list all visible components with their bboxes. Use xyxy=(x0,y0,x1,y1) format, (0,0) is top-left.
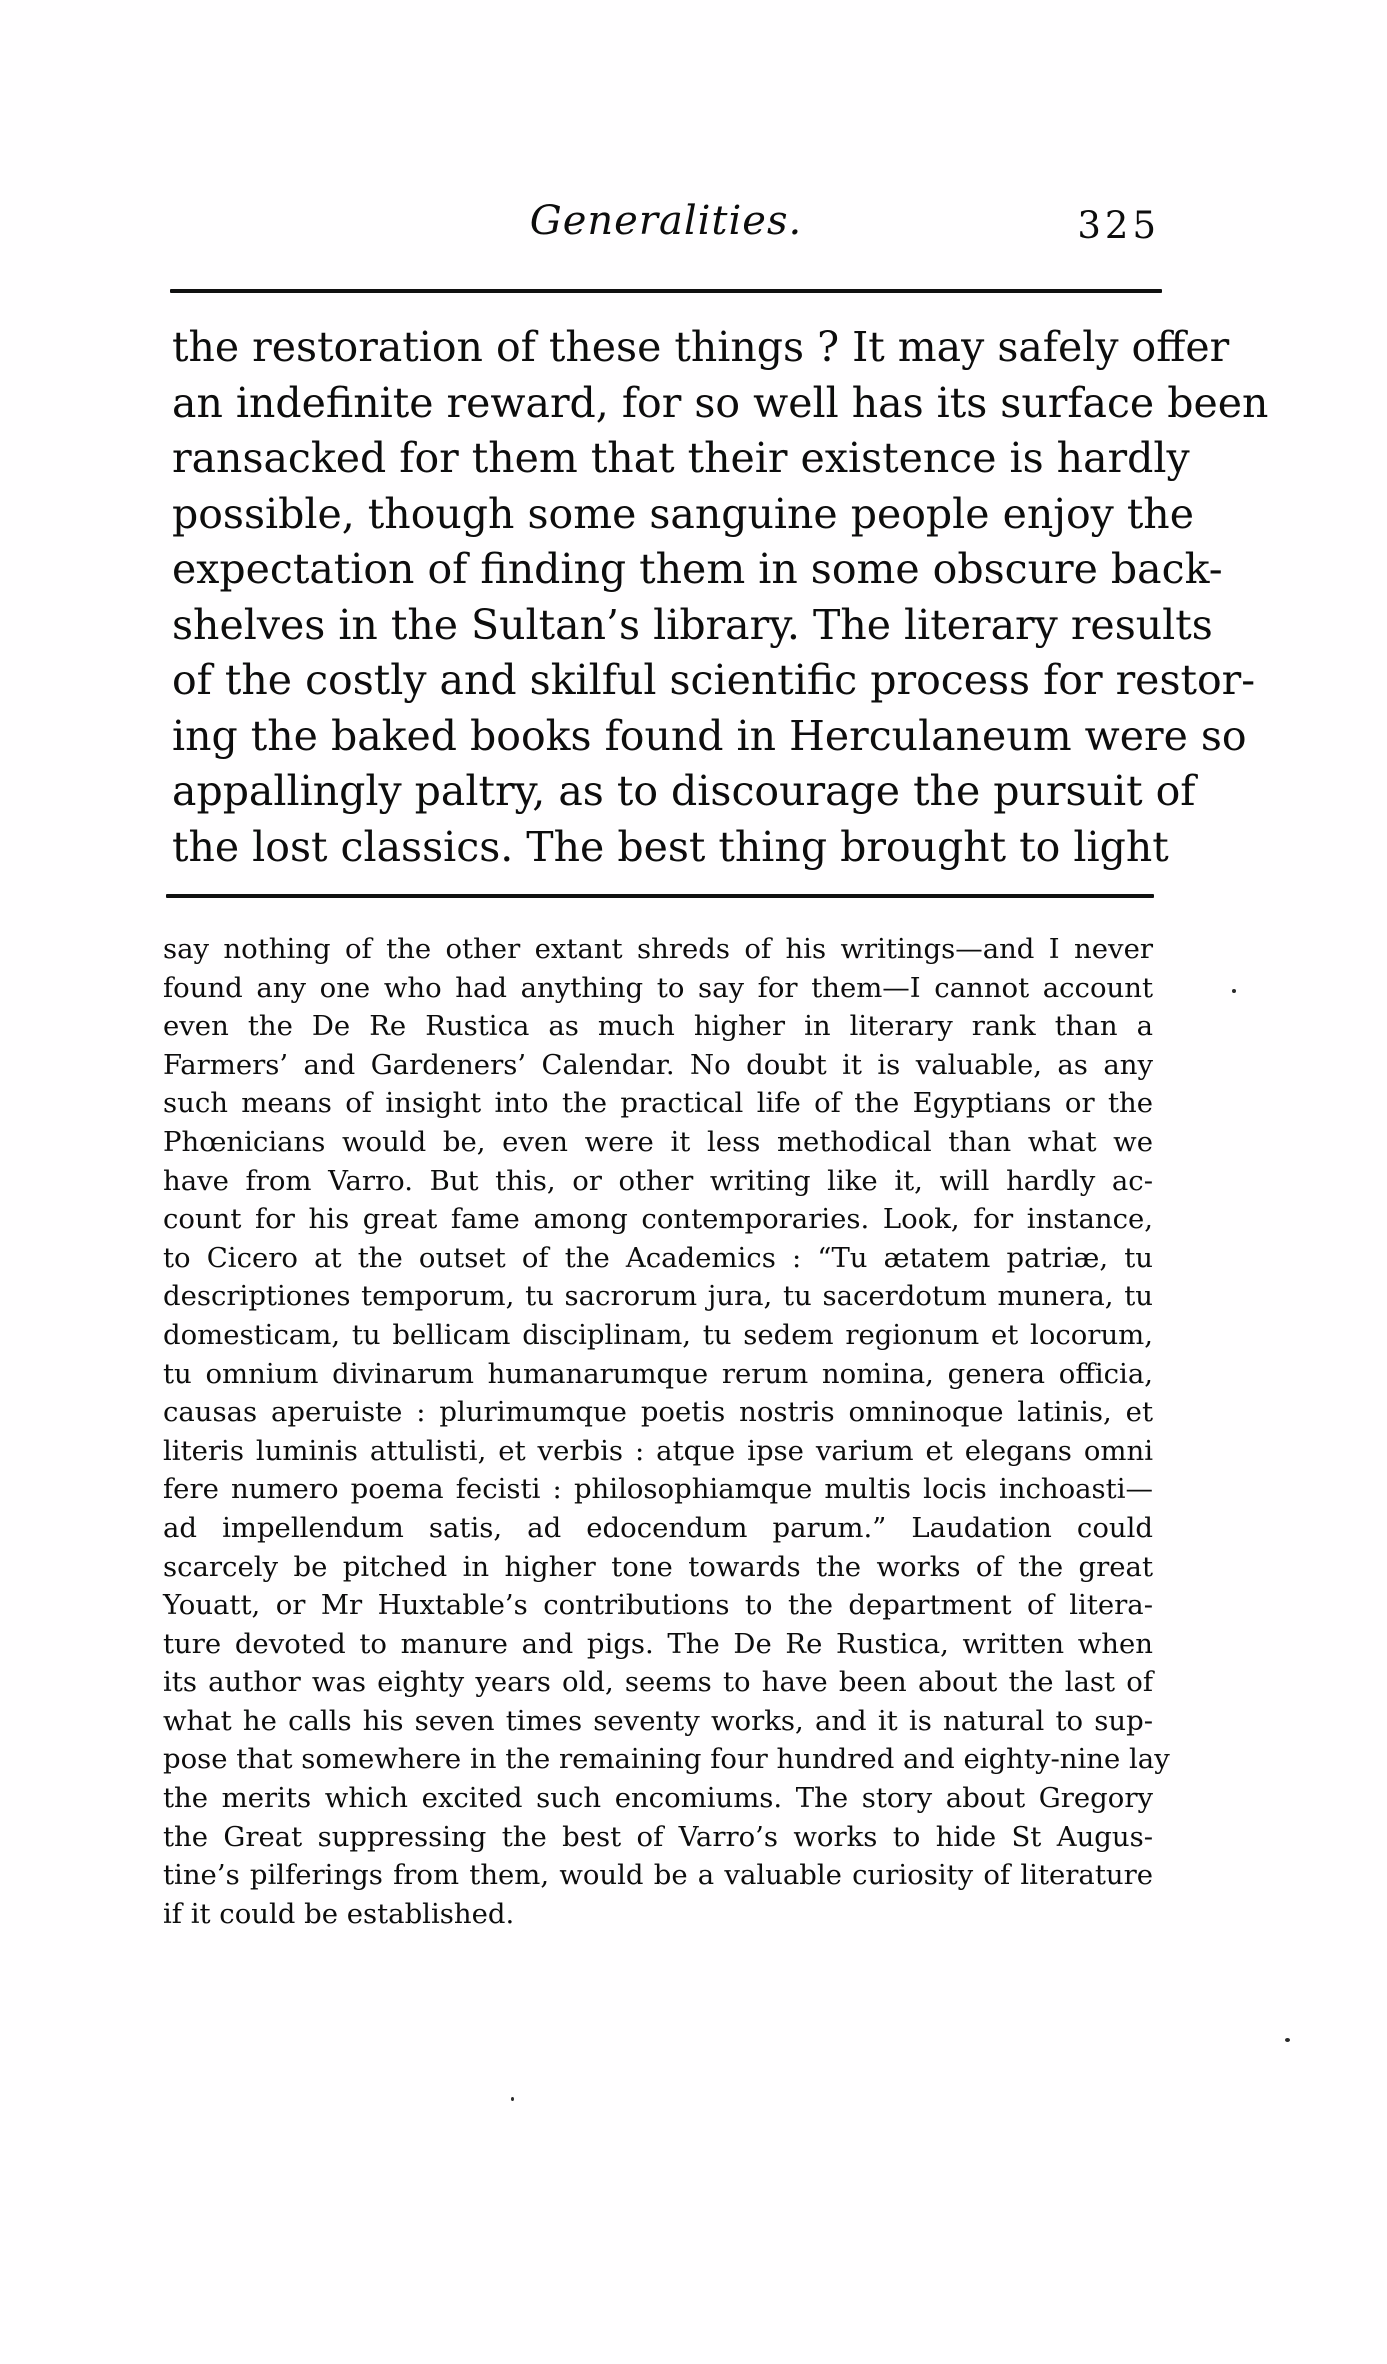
header-rule xyxy=(170,289,1162,293)
main-text-line: appallingly paltry, as to discourage the pursuit of xyxy=(172,767,1196,815)
footnote-line: say nothing of the other extant shreds of his writings—and I never xyxy=(163,933,1153,965)
footnote-line: scarcely be pitched in higher tone towards the works of the great xyxy=(163,1550,1153,1583)
footnote-line: domesticam, tu bellicam disciplinam, tu sedem regionum et locorum, xyxy=(163,1318,1153,1351)
footnote-line: tine’s pilferings from them, would be a valuable curiosity of literature xyxy=(163,1859,1153,1892)
footnote-line: the Great suppressing the best of Varro’s works to hide St Augus- xyxy=(163,1820,1153,1853)
main-text-line: expectation of finding them in some obscure back- xyxy=(172,545,1223,593)
footnote-line: ad impellendum satis, ad edocendum parum.” Laudation could xyxy=(163,1511,1153,1544)
main-text-line: shelves in the Sultan’s library. The literary results xyxy=(172,600,1213,649)
footnote-line: the merits which excited such encomiums. The story about Gregory xyxy=(163,1782,1153,1815)
main-paragraph xyxy=(172,320,1269,875)
footnote-line: what he calls his seven times seventy works, and it is natural to sup- xyxy=(163,1704,1153,1737)
footnote-block xyxy=(163,930,1170,1933)
main-text-line: ransacked for them that their existence is hardly xyxy=(172,434,1190,482)
footnote-line: causas aperuiste : plurimumque poetis nostris omninoque latinis, et xyxy=(163,1396,1153,1429)
scan-speck xyxy=(1232,989,1236,993)
main-text-line: of the costly and skilful scientific process for restor- xyxy=(172,656,1256,704)
scan-speck xyxy=(511,2097,514,2101)
main-text-line: ing the baked books found in Herculaneum were so xyxy=(172,711,1247,760)
footnote-line: pose that somewhere in the remaining four hundred and eighty-nine lay xyxy=(163,1743,1170,1776)
footnote-line: literis luminis attulisti, et verbis : atque ipse varium et elegans omni xyxy=(163,1434,1153,1467)
footnote-line: tu omnium divinarum humanarumque rerum nomina, genera officia, xyxy=(163,1357,1153,1390)
main-text-line: the lost classics. The best thing brought to light xyxy=(172,822,1169,871)
page-header xyxy=(170,198,1162,258)
main-text-line: an indefinite reward, for so well has its surface been xyxy=(172,378,1269,427)
footnote-rule xyxy=(166,894,1154,898)
footnote-line: Farmers’ and Gardeners’ Calendar. No doubt it is valuable, as any xyxy=(163,1048,1153,1081)
footnote-line: if it could be established. xyxy=(163,1897,515,1930)
scan-speck xyxy=(1285,2038,1290,2042)
footnote-line: fere numero poema fecisti : philosophiamque multis locis inchoasti— xyxy=(163,1473,1153,1506)
footnote-line: Youatt, or Mr Huxtable’s contributions to the department of litera- xyxy=(163,1589,1153,1622)
footnote-line: ture devoted to manure and pigs. The De Re Rustica, written when xyxy=(163,1627,1153,1660)
footnote-line: even the De Re Rustica as much higher in literary rank than a xyxy=(163,1010,1153,1043)
footnote-line: its author was eighty years old, seems to have been about the last of xyxy=(163,1666,1153,1699)
running-title: Generalities. xyxy=(529,198,803,244)
footnote-line: count for his great fame among contemporaries. Look, for instance, xyxy=(163,1203,1153,1236)
main-text-line: the restoration of these things ? It may safely offer xyxy=(172,323,1230,371)
footnote-line: descriptiones temporum, tu sacrorum jura, tu sacerdotum munera, tu xyxy=(163,1280,1153,1313)
footnote-line: found any one who had anything to say for them—I cannot account xyxy=(163,971,1153,1004)
footnote-line: Phœnicians would be, even were it less methodical than what we xyxy=(163,1125,1153,1158)
footnote-line: to Cicero at the outset of the Academics : “Tu ætatem patriæ, tu xyxy=(163,1241,1153,1274)
main-text-line: possible, though some sanguine people enjoy the xyxy=(172,489,1194,538)
footnote-line: such means of insight into the practical life of the Egyptians or the xyxy=(163,1087,1153,1120)
footnote-line: have from Varro. But this, or other writing like it, will hardly ac- xyxy=(163,1164,1153,1197)
page-number: 325 xyxy=(1077,204,1160,247)
